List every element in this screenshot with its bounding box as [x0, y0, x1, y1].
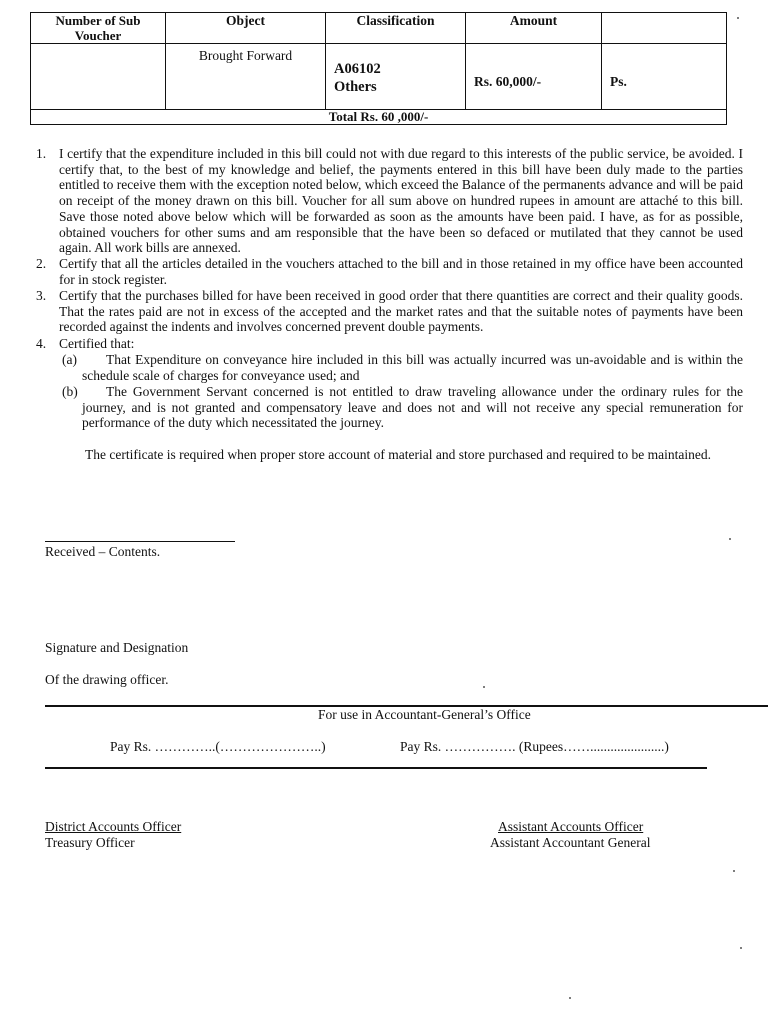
ag-office-heading: For use in Accountant-General’s Office	[318, 707, 531, 722]
object-value: Brought Forward	[198, 48, 293, 63]
header-classification: Classification	[326, 13, 466, 44]
district-accounts-officer: District Accounts Officer	[45, 819, 182, 834]
cert-4-number: 4.	[36, 336, 47, 351]
header-sub-voucher: Number of Sub Voucher	[31, 13, 166, 44]
cell-object	[166, 44, 326, 110]
sub-item-b-text: The Government Servant concerned is not entitled to draw traveling allowance under the ordinary rules for the journey, and is not granted and compensatory leave and does not and will not receive any special remuneration for performance of the duty which necessitated the journey.	[82, 384, 743, 431]
cell-sub-voucher	[31, 44, 166, 110]
sub-item-b-label: (b)	[62, 384, 78, 399]
scan-speck	[729, 538, 731, 540]
cert-2-number: 2.	[36, 256, 47, 271]
header-object: Object	[166, 13, 326, 44]
total-amount: Total Rs. 60 ,000/-	[31, 110, 727, 125]
drawing-officer: Of the drawing officer.	[45, 672, 169, 687]
sub-item-a-label: (a)	[62, 352, 77, 367]
sub-item-a-text: That Expenditure on conveyance hire included in this bill was actually incurred was un-avoidable and is within the schedule scale of charges for conveyance used; and	[82, 352, 743, 383]
scan-speck	[483, 686, 485, 688]
cert-3-text: Certify that the purchases billed for have been received in good order that there quantities are correct and their quality goods. That the rates paid are not in excess of the accepted and the market rates and that the suitable notes of payments have been recorded against the indents and involves concerned prevent double payments.	[59, 288, 743, 335]
amount-value: Rs. 60,000/-	[474, 74, 542, 89]
table-header-row	[31, 13, 727, 44]
cert-2-text: Certify that all the articles detailed in the vouchers attached to the bill and in those retained in my office have been accounted for in stock register.	[59, 256, 743, 287]
cell-paise	[602, 44, 727, 110]
table-row	[31, 44, 727, 110]
cert-4-text: Certified that:	[59, 336, 135, 351]
store-note: The certificate is required when proper store account of material and store purchased and required to be maintained.	[85, 447, 711, 462]
classification-code: A06102	[334, 61, 381, 77]
scan-speck	[733, 870, 735, 872]
cell-classification	[326, 44, 466, 110]
cert-3-number: 3.	[36, 288, 47, 303]
paise-value: Ps.	[610, 74, 627, 89]
cert-1-text: I certify that the expenditure included in this bill could not with due regard to this interests of the public service, be avoided. I certify that, to the best of my knowledge and belief, the payments entered in this bill have been duly made to the parties entitled to receive them with the exception noted below, which exceed the Balance of the permanents advance and will be paid on receipt of the money drawn on this bill. Voucher for all sum above on hundred rupees in amount are attaché to this bill. Save those noted above below which will be forwarded as soon as the amounts have been paid. I have, as for as possible, obtained vouchers for other sums and am responsible that the have been so defaced or mutilated that they cannot be used again. All work bills are annexed.	[59, 146, 743, 256]
assistant-accountant-general: Assistant Accountant General	[490, 835, 651, 850]
classification-value	[334, 60, 465, 96]
scan-speck	[740, 947, 742, 949]
voucher-table	[30, 12, 727, 125]
cell-amount	[466, 44, 602, 110]
cert-1-number: 1.	[36, 146, 47, 161]
signature-designation: Signature and Designation	[45, 640, 189, 655]
scan-speck	[569, 997, 571, 999]
assistant-accounts-officer: Assistant Accounts Officer	[498, 819, 644, 834]
scan-speck	[737, 17, 739, 19]
header-amount: Amount	[466, 13, 602, 44]
header-blank	[602, 13, 727, 44]
received-line	[45, 541, 235, 542]
pay-rs-right: Pay Rs. ……………. (Rupees……......................)	[400, 739, 669, 754]
ag-bottom-rule	[45, 767, 707, 769]
pay-rs-left: Pay Rs. …………..(…………………..)	[110, 739, 326, 754]
received-contents: Received – Contents.	[45, 544, 161, 559]
classification-name: Others	[334, 79, 377, 95]
total-row	[31, 110, 727, 125]
treasury-officer: Treasury Officer	[45, 835, 135, 850]
